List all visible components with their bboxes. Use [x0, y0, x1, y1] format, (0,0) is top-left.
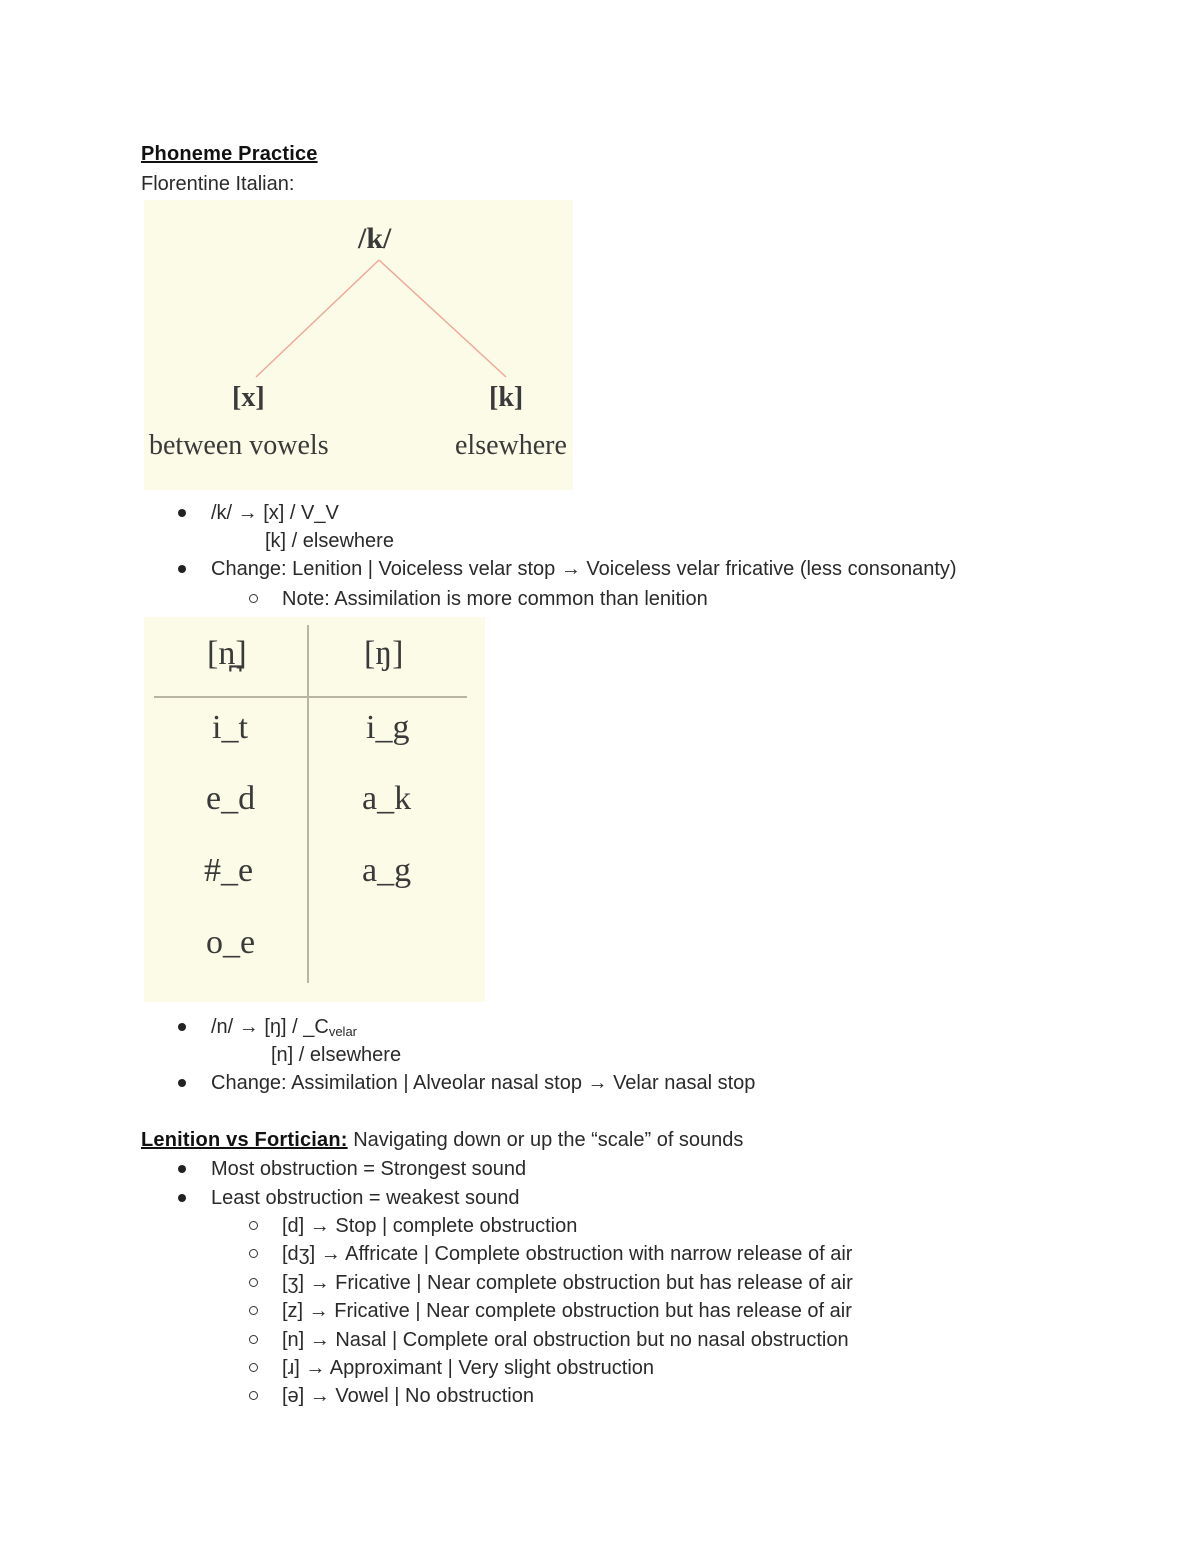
- table-cell: a_k: [362, 780, 412, 817]
- list-item: [n] → Nasal | Complete oral obstruction but no nasal obstruction: [282, 1329, 849, 1351]
- rule-n-main: /n/ → [ŋ] / _C: [211, 1016, 329, 1038]
- table-vertical-rule: [307, 625, 309, 983]
- tree-left-child: [x]: [232, 382, 265, 413]
- table-cell: i_t: [212, 709, 248, 746]
- table-horizontal-rule: [154, 696, 467, 698]
- list-item: [dʒ] → Affricate | Complete obstruction with narrow release of air: [282, 1243, 853, 1265]
- subheading: Florentine Italian:: [141, 173, 295, 195]
- change-lenition: Change: Lenition | Voiceless velar stop → Voiceless velar fricative (less consonanty): [211, 558, 957, 580]
- list-item: [ʒ] → Fricative | Near complete obstruction but has release of air: [282, 1272, 853, 1294]
- change-assimilation: Change: Assimilation | Alveolar nasal stop → Velar nasal stop: [211, 1072, 756, 1094]
- note-assimilation: Note: Assimilation is more common than lenition: [282, 588, 708, 610]
- table-cell: a_g: [362, 852, 412, 889]
- table-cell: o_e: [206, 924, 256, 961]
- tree-branch-left: [256, 260, 379, 377]
- sub-bullet-icon: [249, 1221, 258, 1230]
- bullet-icon: [178, 509, 186, 517]
- lenition-heading-line: [141, 1128, 743, 1152]
- list-item: [d] → Stop | complete obstruction: [282, 1215, 578, 1237]
- tree-root: /k/: [358, 222, 392, 255]
- bullet-icon: [178, 565, 186, 573]
- tree-right-label: elsewhere: [455, 430, 567, 461]
- table-header-dental-n: [n̪]: [207, 635, 247, 672]
- list-item: [ə] → Vowel | No obstruction: [282, 1385, 534, 1407]
- nasal-distribution-table: [144, 617, 485, 1002]
- lenition-heading: Lenition vs Fortician:: [141, 1129, 348, 1151]
- rule-k-line1: /k/ → [x] / V_V: [211, 502, 339, 524]
- rule-n-line1: [211, 1015, 357, 1044]
- list-item: Most obstruction = Strongest sound: [211, 1158, 527, 1180]
- list-item: [ɹ] → Approximant | Very slight obstruction: [282, 1357, 655, 1379]
- bullet-icon: [178, 1194, 186, 1202]
- bullet-icon: [178, 1079, 186, 1087]
- page-title: Phoneme Practice: [141, 143, 318, 165]
- bullet-icon: [178, 1023, 186, 1031]
- bullet-icon: [178, 1165, 186, 1173]
- sub-bullet-icon: [249, 1278, 258, 1287]
- sub-bullet-icon: [249, 1391, 258, 1400]
- sub-bullet-icon: [249, 1306, 258, 1315]
- rule-k-line2: [k] / elsewhere: [265, 530, 394, 552]
- sub-bullet-icon: [249, 1335, 258, 1344]
- table-cell: #_e: [204, 852, 254, 889]
- tree-branch-right: [379, 260, 506, 377]
- sub-bullet-icon: [249, 1249, 258, 1258]
- lenition-heading-rest: Navigating down or up the “scale” of sounds: [347, 1129, 744, 1151]
- list-item: Least obstruction = weakest sound: [211, 1187, 520, 1209]
- table-header-velar-n: [ŋ]: [364, 635, 404, 672]
- sub-bullet-icon: [249, 594, 258, 603]
- list-item: [z] → Fricative | Near complete obstruction but has release of air: [282, 1300, 852, 1322]
- allophone-tree-figure: [144, 200, 573, 490]
- rule-n-subscript: velar: [328, 1024, 358, 1039]
- table-cell: i_g: [366, 709, 410, 746]
- tree-left-label: between vowels: [149, 430, 329, 461]
- rule-n-line2: [n] / elsewhere: [271, 1044, 402, 1066]
- sub-bullet-icon: [249, 1363, 258, 1372]
- tree-right-child: [k]: [489, 382, 524, 413]
- table-cell: e_d: [206, 780, 256, 817]
